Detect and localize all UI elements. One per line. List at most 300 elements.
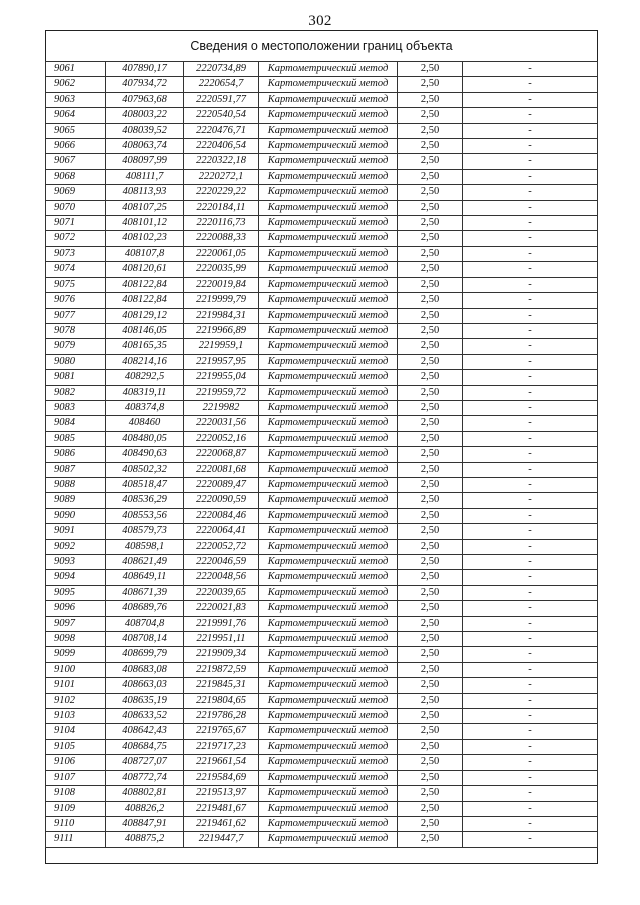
- point-number-cell: 9065: [46, 123, 106, 138]
- x-coordinate-cell: 408122,84: [106, 277, 184, 292]
- description-cell: -: [463, 185, 598, 200]
- accuracy-cell: 2,50: [398, 139, 463, 154]
- point-number-cell: 9093: [46, 555, 106, 570]
- accuracy-cell: 2,50: [398, 370, 463, 385]
- description-cell: -: [463, 262, 598, 277]
- x-coordinate-cell: 408107,25: [106, 200, 184, 215]
- point-number-cell: 9071: [46, 216, 106, 231]
- y-coordinate-cell: 2219513,97: [184, 786, 259, 801]
- table-row: [46, 139, 598, 154]
- table-row: [46, 693, 598, 708]
- accuracy-cell: 2,50: [398, 400, 463, 415]
- point-number-cell: 9086: [46, 447, 106, 462]
- description-cell: -: [463, 770, 598, 785]
- x-coordinate-cell: 408708,14: [106, 632, 184, 647]
- accuracy-cell: 2,50: [398, 539, 463, 554]
- y-coordinate-cell: 2220035,99: [184, 262, 259, 277]
- table-row: [46, 431, 598, 446]
- description-cell: -: [463, 92, 598, 107]
- table-row: [46, 447, 598, 462]
- description-cell: -: [463, 801, 598, 816]
- accuracy-cell: 2,50: [398, 431, 463, 446]
- accuracy-cell: 2,50: [398, 786, 463, 801]
- table-row: [46, 308, 598, 323]
- table-row: [46, 200, 598, 215]
- y-coordinate-cell: 2219872,59: [184, 662, 259, 677]
- x-coordinate-cell: 407963,68: [106, 92, 184, 107]
- accuracy-cell: 2,50: [398, 77, 463, 92]
- point-number-cell: 9080: [46, 354, 106, 369]
- accuracy-cell: 2,50: [398, 647, 463, 662]
- description-cell: -: [463, 693, 598, 708]
- x-coordinate-cell: 408847,91: [106, 816, 184, 831]
- y-coordinate-cell: 2219584,69: [184, 770, 259, 785]
- accuracy-cell: 2,50: [398, 601, 463, 616]
- description-cell: -: [463, 62, 598, 77]
- description-cell: -: [463, 139, 598, 154]
- accuracy-cell: 2,50: [398, 246, 463, 261]
- table-row: [46, 585, 598, 600]
- description-cell: -: [463, 339, 598, 354]
- method-cell: Картометрический метод: [259, 400, 398, 415]
- point-number-cell: 9083: [46, 400, 106, 415]
- method-cell: Картометрический метод: [259, 693, 398, 708]
- y-coordinate-cell: 2219959,72: [184, 385, 259, 400]
- point-number-cell: 9075: [46, 277, 106, 292]
- point-number-cell: 9079: [46, 339, 106, 354]
- y-coordinate-cell: 2219982: [184, 400, 259, 415]
- accuracy-cell: 2,50: [398, 123, 463, 138]
- method-cell: Картометрический метод: [259, 709, 398, 724]
- table-row: [46, 709, 598, 724]
- point-number-cell: 9072: [46, 231, 106, 246]
- method-cell: Картометрический метод: [259, 185, 398, 200]
- x-coordinate-cell: 408101,12: [106, 216, 184, 231]
- description-cell: -: [463, 462, 598, 477]
- description-cell: -: [463, 616, 598, 631]
- method-cell: Картометрический метод: [259, 339, 398, 354]
- accuracy-cell: 2,50: [398, 524, 463, 539]
- table-row: [46, 616, 598, 631]
- table-row: [46, 555, 598, 570]
- table-row: [46, 539, 598, 554]
- table-row: [46, 508, 598, 523]
- x-coordinate-cell: 408039,52: [106, 123, 184, 138]
- accuracy-cell: 2,50: [398, 570, 463, 585]
- point-number-cell: 9102: [46, 693, 106, 708]
- description-cell: -: [463, 123, 598, 138]
- table-row: [46, 323, 598, 338]
- point-number-cell: 9085: [46, 431, 106, 446]
- x-coordinate-cell: 408704,8: [106, 616, 184, 631]
- table-row: [46, 108, 598, 123]
- method-cell: Картометрический метод: [259, 293, 398, 308]
- x-coordinate-cell: 408129,12: [106, 308, 184, 323]
- description-cell: -: [463, 601, 598, 616]
- accuracy-cell: 2,50: [398, 632, 463, 647]
- method-cell: Картометрический метод: [259, 786, 398, 801]
- method-cell: Картометрический метод: [259, 108, 398, 123]
- table-row: [46, 477, 598, 492]
- table-row: [46, 524, 598, 539]
- accuracy-cell: 2,50: [398, 216, 463, 231]
- table-row: [46, 154, 598, 169]
- point-number-cell: 9092: [46, 539, 106, 554]
- y-coordinate-cell: 2219957,95: [184, 354, 259, 369]
- method-cell: Картометрический метод: [259, 416, 398, 431]
- table-row: [46, 832, 598, 847]
- x-coordinate-cell: 408120,61: [106, 262, 184, 277]
- table-row: [46, 277, 598, 292]
- x-coordinate-cell: 408699,79: [106, 647, 184, 662]
- x-coordinate-cell: 408642,43: [106, 724, 184, 739]
- method-cell: Картометрический метод: [259, 354, 398, 369]
- y-coordinate-cell: 2220591,77: [184, 92, 259, 107]
- y-coordinate-cell: 2220184,11: [184, 200, 259, 215]
- x-coordinate-cell: 408003,22: [106, 108, 184, 123]
- y-coordinate-cell: 2220476,71: [184, 123, 259, 138]
- y-coordinate-cell: 2219951,11: [184, 632, 259, 647]
- x-coordinate-cell: 408063,74: [106, 139, 184, 154]
- point-number-cell: 9073: [46, 246, 106, 261]
- accuracy-cell: 2,50: [398, 739, 463, 754]
- point-number-cell: 9067: [46, 154, 106, 169]
- x-coordinate-cell: 408727,07: [106, 755, 184, 770]
- y-coordinate-cell: 2220064,41: [184, 524, 259, 539]
- point-number-cell: 9100: [46, 662, 106, 677]
- point-number-cell: 9069: [46, 185, 106, 200]
- y-coordinate-cell: 2219786,28: [184, 709, 259, 724]
- table-row: [46, 385, 598, 400]
- accuracy-cell: 2,50: [398, 92, 463, 107]
- description-cell: -: [463, 447, 598, 462]
- method-cell: Картометрический метод: [259, 585, 398, 600]
- y-coordinate-cell: 2220229,22: [184, 185, 259, 200]
- description-cell: -: [463, 216, 598, 231]
- accuracy-cell: 2,50: [398, 154, 463, 169]
- accuracy-cell: 2,50: [398, 662, 463, 677]
- description-cell: -: [463, 308, 598, 323]
- x-coordinate-cell: 408319,11: [106, 385, 184, 400]
- x-coordinate-cell: 408214,16: [106, 354, 184, 369]
- method-cell: Картометрический метод: [259, 462, 398, 477]
- table-row: [46, 216, 598, 231]
- method-cell: Картометрический метод: [259, 724, 398, 739]
- accuracy-cell: 2,50: [398, 108, 463, 123]
- method-cell: Картометрический метод: [259, 246, 398, 261]
- table-row: [46, 231, 598, 246]
- x-coordinate-cell: 408875,2: [106, 832, 184, 847]
- table-row: [46, 493, 598, 508]
- accuracy-cell: 2,50: [398, 724, 463, 739]
- method-cell: Картометрический метод: [259, 308, 398, 323]
- x-coordinate-cell: 408553,56: [106, 508, 184, 523]
- point-number-cell: 9070: [46, 200, 106, 215]
- point-number-cell: 9078: [46, 323, 106, 338]
- x-coordinate-cell: 408663,03: [106, 678, 184, 693]
- x-coordinate-cell: 408518,47: [106, 477, 184, 492]
- accuracy-cell: 2,50: [398, 755, 463, 770]
- table-row: [46, 770, 598, 785]
- point-number-cell: 9074: [46, 262, 106, 277]
- y-coordinate-cell: 2220406,54: [184, 139, 259, 154]
- point-number-cell: 9106: [46, 755, 106, 770]
- table-row: [46, 662, 598, 677]
- boundary-coordinates-table: [45, 61, 598, 848]
- table-row: [46, 755, 598, 770]
- point-number-cell: 9062: [46, 77, 106, 92]
- y-coordinate-cell: 2220272,1: [184, 169, 259, 184]
- table-row: [46, 647, 598, 662]
- method-cell: Картометрический метод: [259, 62, 398, 77]
- description-cell: -: [463, 755, 598, 770]
- description-cell: -: [463, 277, 598, 292]
- method-cell: Картометрический метод: [259, 755, 398, 770]
- accuracy-cell: 2,50: [398, 339, 463, 354]
- x-coordinate-cell: 408621,49: [106, 555, 184, 570]
- description-cell: -: [463, 647, 598, 662]
- description-cell: -: [463, 585, 598, 600]
- x-coordinate-cell: 408146,05: [106, 323, 184, 338]
- point-number-cell: 9098: [46, 632, 106, 647]
- description-cell: -: [463, 154, 598, 169]
- table-row: [46, 724, 598, 739]
- point-number-cell: 9081: [46, 370, 106, 385]
- x-coordinate-cell: 408633,52: [106, 709, 184, 724]
- point-number-cell: 9099: [46, 647, 106, 662]
- y-coordinate-cell: 2220021,83: [184, 601, 259, 616]
- description-cell: -: [463, 709, 598, 724]
- description-cell: -: [463, 77, 598, 92]
- table-row: [46, 92, 598, 107]
- description-cell: -: [463, 493, 598, 508]
- table-row: [46, 293, 598, 308]
- description-cell: -: [463, 108, 598, 123]
- description-cell: -: [463, 832, 598, 847]
- method-cell: Картометрический метод: [259, 508, 398, 523]
- page-number: 302: [308, 13, 332, 29]
- y-coordinate-cell: 2219447,7: [184, 832, 259, 847]
- method-cell: Картометрический метод: [259, 370, 398, 385]
- x-coordinate-cell: 408460: [106, 416, 184, 431]
- point-number-cell: 9061: [46, 62, 106, 77]
- method-cell: Картометрический метод: [259, 662, 398, 677]
- point-number-cell: 9110: [46, 816, 106, 831]
- method-cell: Картометрический метод: [259, 493, 398, 508]
- table-row: [46, 185, 598, 200]
- y-coordinate-cell: 2219481,67: [184, 801, 259, 816]
- x-coordinate-cell: 408649,11: [106, 570, 184, 585]
- description-cell: -: [463, 678, 598, 693]
- table-row: [46, 816, 598, 831]
- x-coordinate-cell: 407890,17: [106, 62, 184, 77]
- method-cell: Картометрический метод: [259, 200, 398, 215]
- method-cell: Картометрический метод: [259, 477, 398, 492]
- description-cell: -: [463, 400, 598, 415]
- description-cell: -: [463, 200, 598, 215]
- method-cell: Картометрический метод: [259, 92, 398, 107]
- point-number-cell: 9076: [46, 293, 106, 308]
- point-number-cell: 9090: [46, 508, 106, 523]
- accuracy-cell: 2,50: [398, 508, 463, 523]
- y-coordinate-cell: 2220068,87: [184, 447, 259, 462]
- table-row: [46, 632, 598, 647]
- table-row: [46, 123, 598, 138]
- x-coordinate-cell: 408102,23: [106, 231, 184, 246]
- method-cell: Картометрический метод: [259, 139, 398, 154]
- x-coordinate-cell: 408772,74: [106, 770, 184, 785]
- description-cell: -: [463, 246, 598, 261]
- table-row: [46, 169, 598, 184]
- method-cell: Картометрический метод: [259, 570, 398, 585]
- x-coordinate-cell: 407934,72: [106, 77, 184, 92]
- method-cell: Картометрический метод: [259, 385, 398, 400]
- point-number-cell: 9094: [46, 570, 106, 585]
- table-row: [46, 77, 598, 92]
- y-coordinate-cell: 2220031,56: [184, 416, 259, 431]
- point-number-cell: 9088: [46, 477, 106, 492]
- description-cell: -: [463, 508, 598, 523]
- point-number-cell: 9091: [46, 524, 106, 539]
- x-coordinate-cell: 408635,19: [106, 693, 184, 708]
- method-cell: Картометрический метод: [259, 277, 398, 292]
- point-number-cell: 9077: [46, 308, 106, 323]
- x-coordinate-cell: 408598,1: [106, 539, 184, 554]
- description-cell: -: [463, 169, 598, 184]
- point-number-cell: 9095: [46, 585, 106, 600]
- y-coordinate-cell: 2220039,65: [184, 585, 259, 600]
- y-coordinate-cell: 2219959,1: [184, 339, 259, 354]
- x-coordinate-cell: 408122,84: [106, 293, 184, 308]
- x-coordinate-cell: 408671,39: [106, 585, 184, 600]
- table-row: [46, 601, 598, 616]
- x-coordinate-cell: 408502,32: [106, 462, 184, 477]
- table-row: [46, 62, 598, 77]
- method-cell: Картометрический метод: [259, 431, 398, 446]
- accuracy-cell: 2,50: [398, 262, 463, 277]
- y-coordinate-cell: 2220019,84: [184, 277, 259, 292]
- accuracy-cell: 2,50: [398, 801, 463, 816]
- method-cell: Картометрический метод: [259, 169, 398, 184]
- description-cell: -: [463, 385, 598, 400]
- description-cell: -: [463, 477, 598, 492]
- y-coordinate-cell: 2219804,65: [184, 693, 259, 708]
- point-number-cell: 9064: [46, 108, 106, 123]
- x-coordinate-cell: 408536,29: [106, 493, 184, 508]
- accuracy-cell: 2,50: [398, 462, 463, 477]
- accuracy-cell: 2,50: [398, 323, 463, 338]
- method-cell: Картометрический метод: [259, 555, 398, 570]
- description-cell: -: [463, 524, 598, 539]
- y-coordinate-cell: 2219845,31: [184, 678, 259, 693]
- x-coordinate-cell: 408097,99: [106, 154, 184, 169]
- y-coordinate-cell: 2220088,33: [184, 231, 259, 246]
- y-coordinate-cell: 2219955,04: [184, 370, 259, 385]
- method-cell: Картометрический метод: [259, 154, 398, 169]
- table-row: [46, 801, 598, 816]
- table-row: [46, 570, 598, 585]
- point-number-cell: 9103: [46, 709, 106, 724]
- point-number-cell: 9084: [46, 416, 106, 431]
- table-title: Сведения о местоположении границ объекта: [45, 30, 598, 61]
- point-number-cell: 9068: [46, 169, 106, 184]
- table-row: [46, 739, 598, 754]
- table-row: [46, 400, 598, 415]
- y-coordinate-cell: 2219661,54: [184, 755, 259, 770]
- method-cell: Картометрический метод: [259, 123, 398, 138]
- method-cell: Картометрический метод: [259, 616, 398, 631]
- accuracy-cell: 2,50: [398, 169, 463, 184]
- accuracy-cell: 2,50: [398, 832, 463, 847]
- y-coordinate-cell: 2220048,56: [184, 570, 259, 585]
- method-cell: Картометрический метод: [259, 524, 398, 539]
- table-row: [46, 262, 598, 277]
- method-cell: Картометрический метод: [259, 816, 398, 831]
- table-row: [46, 786, 598, 801]
- x-coordinate-cell: 408374,8: [106, 400, 184, 415]
- x-coordinate-cell: 408480,05: [106, 431, 184, 446]
- x-coordinate-cell: 408490,63: [106, 447, 184, 462]
- x-coordinate-cell: 408111,7: [106, 169, 184, 184]
- method-cell: Картометрический метод: [259, 323, 398, 338]
- description-cell: -: [463, 370, 598, 385]
- description-cell: -: [463, 231, 598, 246]
- point-number-cell: 9087: [46, 462, 106, 477]
- description-cell: -: [463, 816, 598, 831]
- accuracy-cell: 2,50: [398, 185, 463, 200]
- description-cell: -: [463, 570, 598, 585]
- description-cell: -: [463, 293, 598, 308]
- method-cell: Картометрический метод: [259, 739, 398, 754]
- description-cell: -: [463, 431, 598, 446]
- y-coordinate-cell: 2220654,7: [184, 77, 259, 92]
- method-cell: Картометрический метод: [259, 801, 398, 816]
- y-coordinate-cell: 2220061,05: [184, 246, 259, 261]
- accuracy-cell: 2,50: [398, 585, 463, 600]
- description-cell: -: [463, 786, 598, 801]
- point-number-cell: 9082: [46, 385, 106, 400]
- y-coordinate-cell: 2219765,67: [184, 724, 259, 739]
- table-row: [46, 462, 598, 477]
- x-coordinate-cell: 408826,2: [106, 801, 184, 816]
- y-coordinate-cell: 2219966,89: [184, 323, 259, 338]
- y-coordinate-cell: 2220052,72: [184, 539, 259, 554]
- description-cell: -: [463, 416, 598, 431]
- method-cell: Картометрический метод: [259, 262, 398, 277]
- point-number-cell: 9066: [46, 139, 106, 154]
- accuracy-cell: 2,50: [398, 231, 463, 246]
- accuracy-cell: 2,50: [398, 693, 463, 708]
- description-cell: -: [463, 555, 598, 570]
- accuracy-cell: 2,50: [398, 447, 463, 462]
- description-cell: -: [463, 724, 598, 739]
- method-cell: Картометрический метод: [259, 447, 398, 462]
- accuracy-cell: 2,50: [398, 62, 463, 77]
- accuracy-cell: 2,50: [398, 354, 463, 369]
- method-cell: Картометрический метод: [259, 231, 398, 246]
- point-number-cell: 9107: [46, 770, 106, 785]
- point-number-cell: 9101: [46, 678, 106, 693]
- y-coordinate-cell: 2219909,34: [184, 647, 259, 662]
- method-cell: Картометрический метод: [259, 601, 398, 616]
- accuracy-cell: 2,50: [398, 678, 463, 693]
- y-coordinate-cell: 2220734,89: [184, 62, 259, 77]
- y-coordinate-cell: 2220046,59: [184, 555, 259, 570]
- accuracy-cell: 2,50: [398, 555, 463, 570]
- method-cell: Картометрический метод: [259, 678, 398, 693]
- x-coordinate-cell: 408684,75: [106, 739, 184, 754]
- point-number-cell: 9097: [46, 616, 106, 631]
